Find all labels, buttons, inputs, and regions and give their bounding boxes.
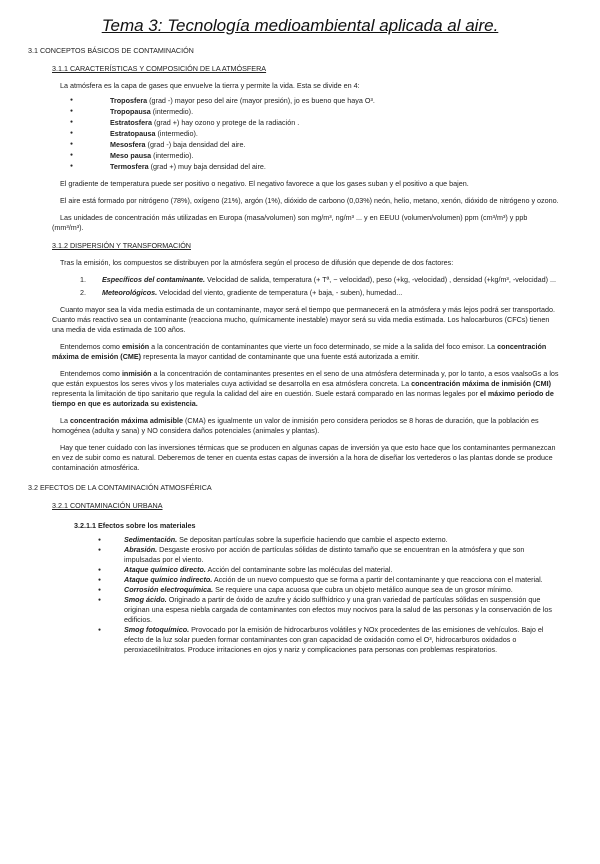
subsubsection-heading-3-2-1-1: 3.2.1.1 Efectos sobre los materiales	[74, 521, 196, 530]
list-item: ● Mesosfera (grad -) baja densidad del aire.	[110, 139, 560, 150]
list-item: ● Sedimentación. Se depositan partículas sobre la superficie haciendo que cambie el aspecto externo.	[124, 535, 554, 545]
section-heading-3-2: 3.2 EFECTOS DE LA CONTAMINACIÓN ATMOSFÉRICA	[28, 483, 212, 492]
list-item: ● Meso pausa (intermedio).	[110, 150, 560, 161]
list-item: ● Ataque químico indirecto. Acción de un nuevo compuesto que se forma a partir del contaminante y que reacciona con el material.	[124, 575, 554, 585]
list-item: ● Abrasión. Desgaste erosivo por acción de partículas sólidas de distinto tamaño que se encuentran en la atmósfera y que son impulsadas por el viento.	[124, 545, 554, 565]
paragraph-atmosphere-intro: La atmósfera es la capa de gases que envuelve la tierra y permite la vida. Esta se divide en 4:	[60, 81, 360, 90]
list-item: ● Smog fotoquímico. Provocado por la emisión de hidrocarburos volátiles y NOx procedentes de las emisiones de vehículos. Bajo el efecto de la luz solar pueden formar contaminantes con gran capacidad de oxidación como el O³, hidrocarburos oxidados o peroxiacetilnitratos. Produce irritaciones en ojos y nariz y complicaciones para personas con problemas respiratorios.	[124, 625, 554, 655]
paragraph-air-composition: El aire está formado por nitrógeno (78%), oxígeno (21%), argón (1%), dióxido de carbono (0,03%) neón, helio, metano, xenón, dióxido de nitrógeno y ozono.	[60, 196, 559, 205]
list-item: ● Smog ácido. Originado a partir de óxido de azufre y ácido sulfhídrico y una gran variedad de partículas sólidas en suspensión que originan una espesa niebla cargada de contaminantes con efectos muy nocivos para la salud de las personas y la conservación de los edificios.	[124, 595, 554, 625]
subsection-heading-3-1-1: 3.1.1 CARACTERÍSTICAS Y COMPOSICIÓN DE LA ATMÓSFERA	[52, 64, 267, 73]
list-item: ● Estratosfera (grad +) hay ozono y protege de la radiación .	[110, 117, 560, 128]
list-item: ● Troposfera (grad -) mayor peso del aire (mayor presión), jo es bueno que haya O³.	[110, 95, 560, 106]
list-item: ● Estratopausa (intermedio).	[110, 128, 560, 139]
paragraph-emission-definition: Entendemos como emisión a la concentración de contaminantes que vierte un foco determinado, se mide a la salida del foco emisor. La concentración máxima de emisión (CME) representa la mayor cantidad de contaminante que una fuente está autorizada a emitir.	[52, 342, 547, 361]
paragraph-thermal-inversion: Hay que tener cuidado con las inversiones térmicas que se producen en algunas capas de inversión ya que esto hace que los contaminantes permanezcan en vez de subir como es natural. Deberemos de tener en cuenta estas capas de inversión a la hora de diseñar los vertederos o las plantas donde se produce contaminación atmosférica.	[52, 443, 556, 472]
list-item: 2. Meteorológicos. Velocidad del viento, gradiente de temperatura (+ baja, - suben), humedad...	[80, 288, 403, 297]
list-item: ● Tropopausa (intermedio).	[110, 106, 560, 117]
paragraph-mean-life: Cuanto mayor sea la vida media estimada de un contaminante, mayor será el tiempo que permanecerá en la atmósfera y más lejos podrá ser transportado. Cuanto más reactivo sea un contaminante (reacciona mucho, químicamente inestable) mayor será su vida media estimada. Los halocarburos (CFCs) tienen una media de vida estimada de 100 años.	[52, 305, 556, 334]
atmosphere-layers-list	[0, 95, 600, 172]
paragraph-units: Las unidades de concentración más utilizadas en Europa (masa/volumen) son mg/m³, ng/m³ ... y en EEUU (volumen/volumen) ppm (cm³/m³) y ppb (mm³/m³).	[52, 213, 528, 232]
paragraph-gradient: El gradiente de temperatura puede ser positivo o negativo. El negativo favorece a que los gases suban y el positivo a que bajen.	[60, 179, 469, 188]
page-title: Tema 3: Tecnología medioambiental aplicada al aire.	[101, 16, 499, 35]
factors-list	[0, 275, 600, 298]
document-page	[0, 16, 600, 864]
paragraph-emission-diffusion: Tras la emisión, los compuestos se distribuyen por la atmósfera según el proceso de difusión que depende de dos factores:	[60, 258, 454, 267]
section-heading-3-1: 3.1 CONCEPTOS BÁSICOS DE CONTAMINACIÓN	[28, 46, 194, 55]
paragraph-immission-definition: Entendemos como inmisión a la concentración de contaminantes presentes en el seno de una atmósfera determinada y, por lo tanto, a esos vaalsoGs a los que están expuestos los seres vivos y los materiales cuya actividad se desarrolla en esa atmósfera concreta. La concentración máxima de inmisión (CMI) representa la limitación de tipo sanitario que regula la calidad del aire en cuestión. Suele estará comparado en las normas legales por el máximo periodo de tiempo en que es autorizada su existencia.	[52, 369, 559, 408]
subsection-heading-3-2-1: 3.2.1 CONTAMINACIÓN URBANA	[52, 501, 163, 510]
material-effects-list	[0, 535, 600, 655]
subsection-heading-3-1-2: 3.1.2 DISPERSIÓN Y TRANSFORMACIÓN	[52, 241, 191, 250]
list-item: ● Ataque químico directo. Acción del contaminante sobre las moléculas del material.	[124, 565, 554, 575]
list-item: ● Termosfera (grad +) muy baja densidad del aire.	[110, 161, 560, 172]
list-item: 1. Específicos del contaminante. Velocidad de salida, temperatura (+ Tª, − velocidad), peso (+kg, -velocidad) , densidad (+kg/m³, -velocidad) ...	[80, 275, 556, 284]
paragraph-cma: La concentración máxima admisible (CMA) es igualmente un valor de inmisión pero considera periodos se 8 horas de duración, que la población es homogénea (adulta y sana) y NO considera daños potenciales (animales y plantas).	[52, 416, 539, 435]
list-item: ● Corrosión electroquímica. Se requiere una capa acuosa que cubra un objeto metálico aunque sea de un grosor mínimo.	[124, 585, 554, 595]
